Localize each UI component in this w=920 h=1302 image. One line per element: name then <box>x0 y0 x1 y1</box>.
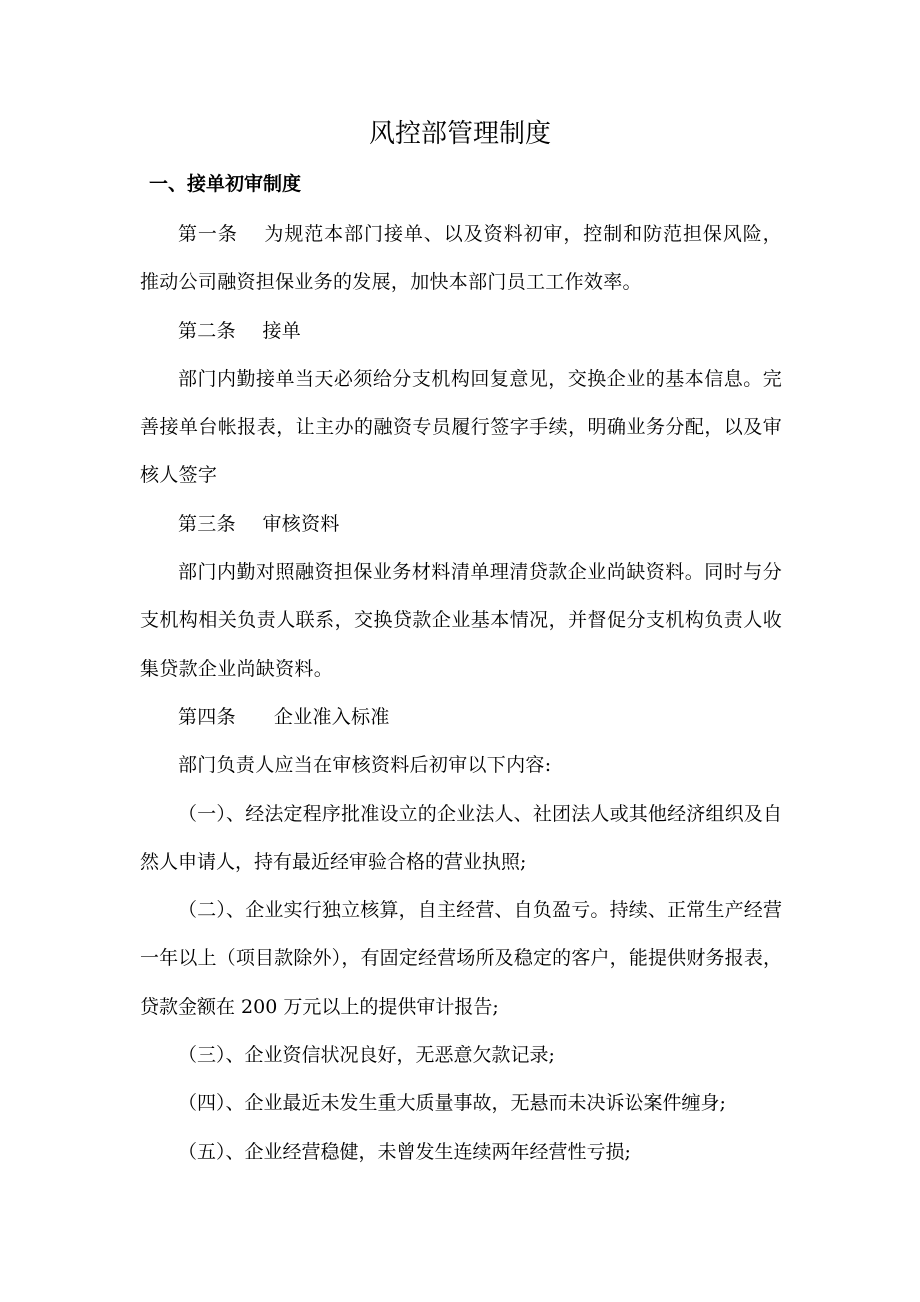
article-2-title: 接单 <box>262 319 302 342</box>
article-1-number: 第一条 <box>178 223 238 245</box>
document-title: 风控部管理制度 <box>368 119 551 149</box>
article-2-heading <box>140 307 782 355</box>
article-2-text: 部门内勤接单当天必须给分支机构回复意见，交换企业的基本信息。完善接单台帐报表，让主办的融资专员履行签字手续，明确业务分配，以及审核人签字 <box>140 367 782 487</box>
article-3-heading <box>140 500 782 548</box>
criteria-item-2: （二）、企业实行独立核算，自主经营、自负盈亏。持续、正常生产经营一年以上（项目款除外），有固定经营场所及稳定的客户，能提供财务报表，贷款金额在 200 万元以上的提供审计报告; <box>140 899 782 1018</box>
article-1 <box>140 210 782 307</box>
article-3-text: 部门内勤对照融资担保业务材料清单理清贷款企业尚缺资料。同时与分支机构相关负责人联系，交换贷款企业基本情况，并督促分支机构负责人收集贷款企业尚缺资料。 <box>140 561 782 680</box>
document-body <box>140 210 782 1176</box>
criteria-item-1: （一）、经法定程序批准设立的企业法人、社团法人或其他经济组织及自然人申请人，持有最近经审验合格的营业执照; <box>140 802 782 873</box>
criteria-item-3: （三）、企业资信状况良好，无恶意欠款记录; <box>178 1044 555 1067</box>
article-4-title: 企业准入标准 <box>273 705 390 728</box>
article-3-number: 第三条 <box>178 512 236 535</box>
section-heading: 一、接单初审制度 <box>149 173 302 195</box>
criteria-item-5: （五）、企业经营稳健，未曾发生连续两年经营性亏损; <box>178 1140 631 1163</box>
article-4-heading <box>140 693 782 741</box>
article-2-number: 第二条 <box>178 319 236 342</box>
article-1-text: 为规范本部门接单、以及资料初审，控制和防范担保风险，推动公司融资担保业务的发展，加快本部门员工工作效率。 <box>140 223 782 294</box>
article-3-title: 审核资料 <box>262 512 340 535</box>
article-4-number: 第四条 <box>178 705 236 728</box>
article-4-intro: 部门负责人应当在审核资料后初审以下内容: <box>178 754 552 777</box>
criteria-item-4: （四）、企业最近未发生重大质量事故，无悬而未决诉讼案件缠身; <box>178 1092 726 1115</box>
